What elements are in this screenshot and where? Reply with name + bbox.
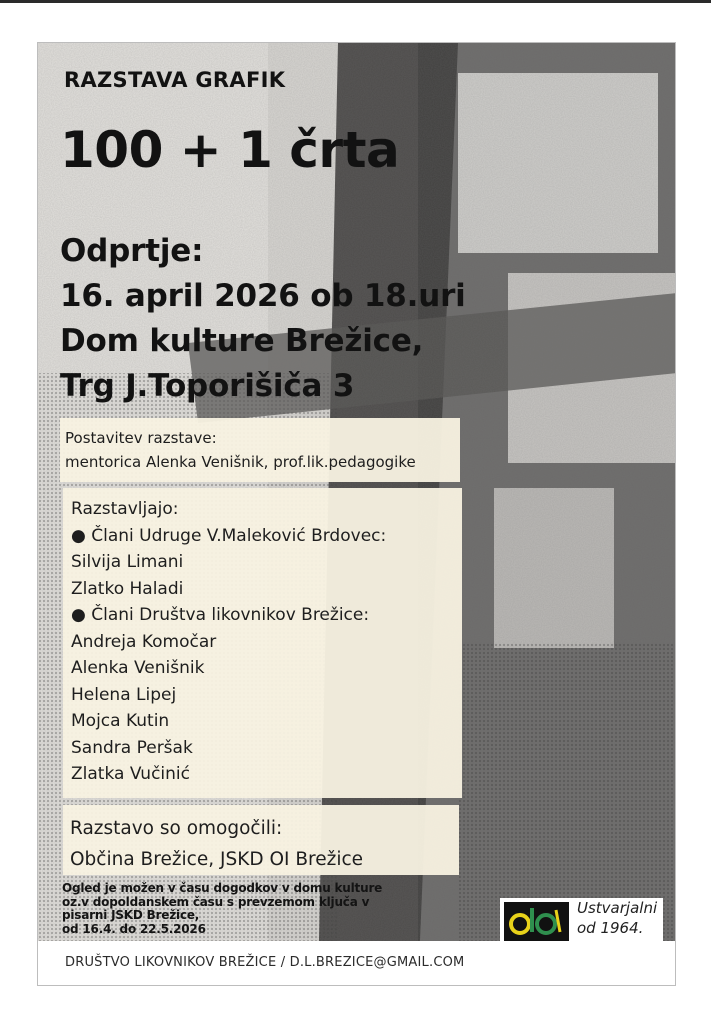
exhibitors-heading: Razstavljajo: xyxy=(71,499,179,519)
visit-note-line: od 16.4. do 22.5.2026 xyxy=(62,921,206,936)
exhibitor-name: Zlatko Haladi xyxy=(71,578,184,599)
top-rule xyxy=(0,0,711,3)
visit-note-line: Ogled je možen v času dogodkov v domu kulture xyxy=(62,881,383,895)
opening-heading: Odprtje: xyxy=(60,233,204,269)
exhibitor-name: Mojca Kutin xyxy=(71,711,170,731)
exhibitor-name: Silvija Limani xyxy=(71,552,184,572)
exhibition-title: 100 + 1 črta xyxy=(60,121,400,179)
sponsors-heading: Razstavo so omogočili: xyxy=(70,818,283,839)
poster xyxy=(37,42,676,986)
opening-date: 16. april 2026 ob 18.uri xyxy=(60,278,466,314)
exhibitor-name: Sandra Peršak xyxy=(71,737,193,758)
exhibitor-group: ● Člani Društva likovnikov Brežice: xyxy=(71,605,370,625)
opening-address: Trg J.Toporišiča 3 xyxy=(60,368,355,404)
slogan-line: od 1964. xyxy=(577,919,644,937)
exhibition-label: RAZSTAVA GRAFIK xyxy=(64,68,286,92)
exhibitors-box xyxy=(63,488,462,798)
slogan xyxy=(573,898,663,946)
exhibitor-name: Andreja Komočar xyxy=(71,631,217,652)
visit-note-line: pisarni JSKD Brežice, xyxy=(62,908,200,922)
dlb-logo-icon xyxy=(504,902,569,942)
exhibitor-name: Alenka Venišnik xyxy=(71,658,205,678)
slogan-line: Ustvarjalni xyxy=(577,899,658,917)
exhibitor-name: Zlatka Vučinić xyxy=(71,764,190,784)
footer-contact: DRUŠTVO LIKOVNIKOV BREŽICE / D.L.BREZICE@GMAIL.COM xyxy=(65,955,465,970)
visit-note-line: oz.v dopoldanskem času s prevzemom ključa v xyxy=(62,894,370,909)
setup-box xyxy=(60,418,460,482)
footer-bar xyxy=(38,941,676,986)
opening-venue: Dom kulture Brežice, xyxy=(60,323,424,359)
exhibitor-group: ● Člani Udruge V.Maleković Brdovec: xyxy=(71,525,387,546)
setup-text: mentorica Alenka Venišnik, prof.lik.pedagogike xyxy=(65,453,416,471)
sponsors-box xyxy=(63,805,459,875)
sponsors-text: Občina Brežice, JSKD OI Brežice xyxy=(70,849,364,870)
setup-heading: Postavitev razstave: xyxy=(65,429,217,447)
visit-note xyxy=(62,882,462,936)
exhibitor-name: Helena Lipej xyxy=(71,684,177,705)
